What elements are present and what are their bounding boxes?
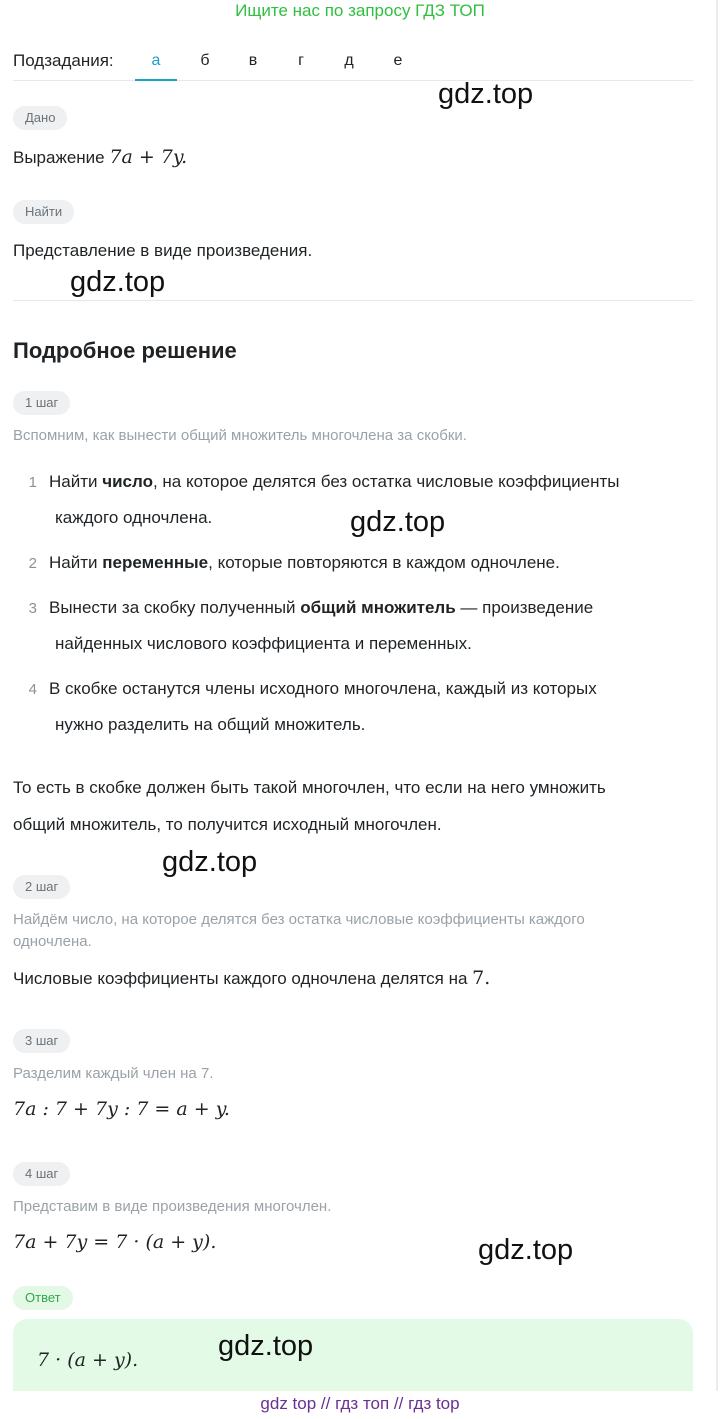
find-chip: Найти — [13, 200, 74, 224]
step1-item: Найти число, на которое делятся без остатка числовые коэффициенты — [49, 472, 620, 491]
step2-number: 7. — [472, 967, 491, 989]
tab-e[interactable]: е — [393, 52, 403, 69]
subtasks-bar — [13, 46, 693, 81]
tab-g[interactable]: г — [298, 52, 304, 69]
watermark: gdz.top — [350, 506, 446, 538]
given-prefix: Выражение — [13, 148, 105, 167]
answer-chip: Ответ — [13, 1286, 73, 1310]
given-chip: Дано — [13, 106, 67, 130]
find-text: Представление в виде произведения. — [13, 241, 313, 260]
given-expression: 7a + 7y. — [109, 146, 188, 168]
answer-math: 7 · (a + y). — [37, 1349, 139, 1371]
step4-chip: 4 шаг — [13, 1162, 70, 1186]
step1-item-number: 3 — [28, 600, 37, 617]
step1-item: В скобке останутся члены исходного многочлена, каждый из которых — [49, 679, 597, 698]
step2-chip: 2 шаг — [13, 875, 70, 899]
step1-item-number: 1 — [28, 474, 37, 491]
page-edge-divider — [716, 0, 718, 1419]
tab-b[interactable]: б — [200, 52, 210, 69]
step1-item: Найти переменные, которые повторяются в каждом одночлене. — [49, 553, 560, 572]
step1-note-line2: общий множитель, то получится исходный многочлен. — [13, 815, 442, 834]
step1-note-line1: То есть в скобке должен быть такой многочлен, что если на него умножить — [13, 778, 606, 797]
step1-item: Вынести за скобку полученный общий множитель — произведение — [49, 598, 594, 617]
section-divider — [13, 300, 693, 301]
step1-item-number: 2 — [28, 555, 37, 572]
step1-item-line2: нужно разделить на общий множитель. — [55, 715, 366, 734]
watermark: gdz.top — [478, 1234, 574, 1266]
solution-title: Подробное решение — [13, 338, 237, 363]
step1-chip: 1 шаг — [13, 391, 70, 415]
watermark: gdz.top — [438, 78, 534, 110]
step1-item-line2: каждого одночлена. — [55, 508, 213, 527]
step1-hint: Вспомним, как вынести общий множитель многочлена за скобки. — [13, 427, 467, 444]
step1-item-line2: найденных числового коэффициента и переменных. — [55, 634, 472, 653]
step3-chip: 3 шаг — [13, 1029, 70, 1053]
step1-item-number: 4 — [28, 681, 37, 698]
step2-hint-line2: одночлена. — [13, 933, 92, 950]
step4-math: 7a + 7y = 7 · (a + y). — [13, 1231, 217, 1253]
step2-hint-line1: Найдём число, на которое делятся без остатка числовые коэффициенты каждого — [13, 911, 585, 928]
step3-hint: Разделим каждый член на 7. — [13, 1065, 214, 1082]
step3-math: 7a : 7 + 7y : 7 = a + y. — [13, 1098, 230, 1120]
tab-v[interactable]: в — [248, 52, 258, 69]
search-banner: Ищите нас по запросу ГДЗ ТОП — [235, 1, 485, 20]
footer-links[interactable]: gdz top // гдз топ // гдз top — [0, 1391, 720, 1419]
tab-a[interactable]: а — [135, 46, 177, 81]
step4-hint: Представим в виде произведения многочлен. — [13, 1198, 332, 1215]
step2-text: Числовые коэффициенты каждого одночлена делятся на 7. — [13, 967, 491, 989]
watermark: gdz.top — [218, 1330, 314, 1362]
watermark: gdz.top — [162, 846, 258, 878]
tab-d[interactable]: д — [344, 52, 354, 69]
given-text — [13, 146, 187, 168]
subtasks-label: Подзадания: — [13, 51, 114, 70]
watermark: gdz.top — [70, 266, 166, 298]
